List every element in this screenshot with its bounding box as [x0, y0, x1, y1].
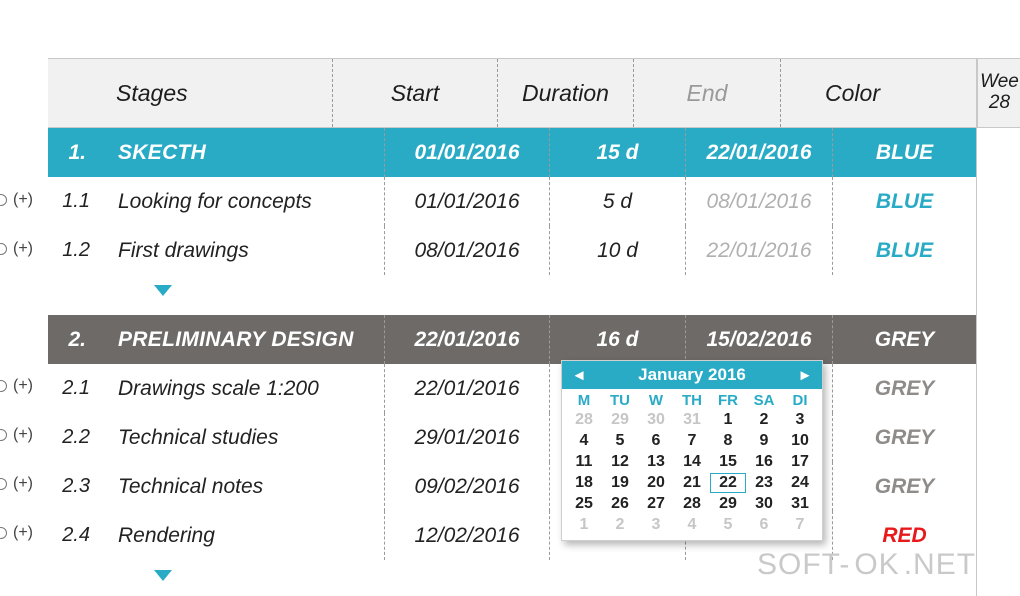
- table-row[interactable]: [48, 364, 976, 413]
- day-cell[interactable]: 6: [651, 432, 661, 449]
- row-start-date[interactable]: 01/01/2016: [385, 177, 550, 226]
- plus-icon: (+): [13, 239, 33, 257]
- plus-icon: (+): [13, 523, 33, 541]
- day-cell[interactable]: 29: [611, 411, 629, 428]
- row-number: 2.: [68, 327, 86, 351]
- row-start-date[interactable]: 29/01/2016: [385, 413, 550, 462]
- sheet-right-border: [976, 58, 977, 596]
- row-stage-name[interactable]: Technical studies: [100, 413, 385, 462]
- row-color-label[interactable]: BLUE: [875, 140, 934, 164]
- prev-month-button[interactable]: ◄: [571, 366, 587, 384]
- row-duration[interactable]: 15 d: [550, 128, 686, 177]
- row-number: 2.3: [62, 475, 90, 497]
- table-row[interactable]: [48, 462, 976, 511]
- column-header-duration[interactable]: Duration: [498, 59, 634, 127]
- weekday-label: W: [648, 392, 664, 409]
- chevron-down-icon[interactable]: [154, 285, 172, 296]
- day-cell[interactable]: 8: [723, 432, 733, 449]
- day-cell[interactable]: 5: [723, 516, 733, 533]
- day-cell[interactable]: 23: [755, 474, 773, 491]
- day-cell[interactable]: 14: [683, 453, 701, 470]
- table-row[interactable]: [48, 128, 976, 177]
- outline-expand-1-2[interactable]: [0, 224, 48, 273]
- row-stage-name[interactable]: First drawings: [100, 226, 385, 275]
- column-header-stages[interactable]: Stages: [48, 59, 333, 127]
- day-cell[interactable]: 25: [575, 495, 593, 512]
- outline-node-icon: [0, 243, 7, 255]
- day-cell[interactable]: 18: [575, 474, 593, 491]
- day-cell[interactable]: 28: [575, 411, 593, 428]
- week-number: 28: [988, 92, 1011, 113]
- outline-expand-2-2[interactable]: [0, 410, 48, 459]
- table-row[interactable]: [48, 315, 976, 364]
- row-stage-name[interactable]: Technical notes: [100, 462, 385, 511]
- watermark: [757, 548, 976, 582]
- outline-node-icon: [0, 478, 7, 490]
- row-stage-name[interactable]: PRELIMINARY DESIGN: [100, 315, 385, 364]
- day-cell[interactable]: 1: [579, 516, 589, 533]
- plus-icon: (+): [13, 425, 33, 443]
- collapse-group-1-row[interactable]: [48, 275, 976, 315]
- plus-icon: (+): [13, 474, 33, 492]
- day-cell[interactable]: 6: [759, 516, 769, 533]
- row-color-label[interactable]: RED: [882, 523, 927, 547]
- outline-expand-2-1[interactable]: [0, 361, 48, 410]
- day-cell[interactable]: 30: [647, 411, 665, 428]
- day-cell[interactable]: 28: [683, 495, 701, 512]
- day-cell[interactable]: 29: [719, 495, 737, 512]
- outline-node-icon: [0, 429, 7, 441]
- row-color-label[interactable]: BLUE: [875, 189, 934, 213]
- row-stage-name[interactable]: Rendering: [100, 511, 385, 560]
- outline-node-icon: [0, 194, 7, 206]
- day-cell[interactable]: 3: [795, 411, 805, 428]
- row-start-date[interactable]: 12/02/2016: [385, 511, 550, 560]
- row-end-date: 22/01/2016: [686, 128, 833, 177]
- row-number: 1.: [68, 140, 86, 164]
- watermark-left: SOFT-: [757, 548, 851, 581]
- watermark-mid: OK: [850, 548, 903, 581]
- row-start-date[interactable]: 08/01/2016: [385, 226, 550, 275]
- weekday-label: SA: [753, 392, 775, 409]
- day-cell[interactable]: 7: [687, 432, 697, 449]
- row-stage-name[interactable]: Drawings scale 1:200: [100, 364, 385, 413]
- row-stage-name[interactable]: Looking for concepts: [100, 177, 385, 226]
- row-start-date[interactable]: 22/01/2016: [385, 364, 550, 413]
- outline-expand-2-3[interactable]: [0, 459, 48, 508]
- day-cell[interactable]: 3: [651, 516, 661, 533]
- day-cell[interactable]: 30: [755, 495, 773, 512]
- weekday-label: TH: [682, 392, 702, 409]
- day-cell[interactable]: 31: [683, 411, 701, 428]
- date-picker-title[interactable]: January 2016: [638, 365, 746, 384]
- row-stage-name[interactable]: SKECTH: [100, 128, 385, 177]
- day-cell[interactable]: 19: [611, 474, 629, 491]
- schedule-table: [48, 58, 976, 596]
- day-cell[interactable]: 27: [647, 495, 665, 512]
- day-cell[interactable]: 16: [755, 453, 773, 470]
- day-cell[interactable]: 26: [611, 495, 629, 512]
- day-cell[interactable]: 1: [723, 411, 733, 428]
- column-header-color[interactable]: Color: [825, 79, 880, 106]
- table-header-row: [48, 58, 976, 128]
- day-cell[interactable]: 21: [683, 474, 701, 491]
- row-start-date[interactable]: 01/01/2016: [385, 128, 550, 177]
- plus-icon: (+): [13, 190, 33, 208]
- outline-expand-1-1[interactable]: [0, 175, 48, 224]
- row-number: 1.1: [62, 190, 90, 212]
- day-cell[interactable]: 2: [759, 411, 769, 428]
- row-number: 2.2: [62, 426, 90, 448]
- row-end-date: 22/01/2016: [686, 226, 833, 275]
- outline-expand-2-4[interactable]: [0, 508, 48, 557]
- day-cell[interactable]: 31: [791, 495, 809, 512]
- row-start-date[interactable]: 22/01/2016: [385, 315, 550, 364]
- date-picker-popup[interactable]: [561, 360, 823, 541]
- day-cell[interactable]: 4: [579, 432, 589, 449]
- row-duration[interactable]: 5 d: [550, 177, 686, 226]
- date-picker-weekday-row: [562, 389, 822, 410]
- row-start-date[interactable]: 09/02/2016: [385, 462, 550, 511]
- table-row[interactable]: [48, 413, 976, 462]
- weekday-label: DI: [792, 392, 808, 409]
- day-cell[interactable]: 17: [791, 453, 809, 470]
- chevron-down-icon[interactable]: [154, 570, 172, 581]
- day-cell[interactable]: 12: [611, 453, 629, 470]
- row-number: 2.4: [62, 524, 90, 546]
- week-label: Wee: [980, 71, 1019, 93]
- day-cell[interactable]: 9: [759, 432, 769, 449]
- row-color-label[interactable]: GREY: [874, 376, 935, 400]
- day-cell[interactable]: 2: [615, 516, 625, 533]
- column-header-end[interactable]: End: [634, 59, 781, 127]
- day-cell[interactable]: 20: [647, 474, 665, 491]
- day-cell[interactable]: 4: [687, 516, 697, 533]
- day-cell[interactable]: 13: [647, 453, 665, 470]
- row-number: 2.1: [62, 377, 90, 399]
- row-color-label[interactable]: GREY: [874, 425, 935, 449]
- row-duration[interactable]: 16 d: [550, 315, 686, 364]
- table-row[interactable]: [48, 226, 976, 275]
- row-end-date: 08/01/2016: [686, 177, 833, 226]
- weekday-label: M: [577, 392, 591, 409]
- day-cell[interactable]: 24: [791, 474, 809, 491]
- next-month-button[interactable]: ►: [797, 366, 813, 384]
- row-color-label[interactable]: GREY: [874, 474, 935, 498]
- date-picker-day-grid[interactable]: [562, 410, 822, 540]
- row-duration[interactable]: 10 d: [550, 226, 686, 275]
- weekday-label: FR: [718, 392, 738, 409]
- weekday-label: TU: [610, 392, 630, 409]
- outline-node-icon: [0, 527, 7, 539]
- day-cell[interactable]: 5: [615, 432, 625, 449]
- column-header-start[interactable]: Start: [333, 59, 498, 127]
- table-row[interactable]: [48, 177, 976, 226]
- row-color-label[interactable]: GREY: [874, 327, 935, 351]
- outline-node-icon: [0, 380, 7, 392]
- plus-icon: (+): [13, 376, 33, 394]
- date-picker-header: [562, 361, 822, 389]
- day-cell[interactable]: 15: [719, 453, 737, 470]
- row-end-date: 15/02/2016: [686, 315, 833, 364]
- day-cell-selected[interactable]: 22: [710, 473, 746, 493]
- row-color-label[interactable]: BLUE: [875, 238, 934, 262]
- day-cell[interactable]: 10: [791, 432, 809, 449]
- row-number: 1.2: [62, 239, 90, 261]
- day-cell[interactable]: 11: [575, 453, 593, 470]
- day-cell[interactable]: 7: [795, 516, 805, 533]
- column-header-week[interactable]: [977, 58, 1020, 128]
- watermark-right: .NET: [903, 548, 977, 581]
